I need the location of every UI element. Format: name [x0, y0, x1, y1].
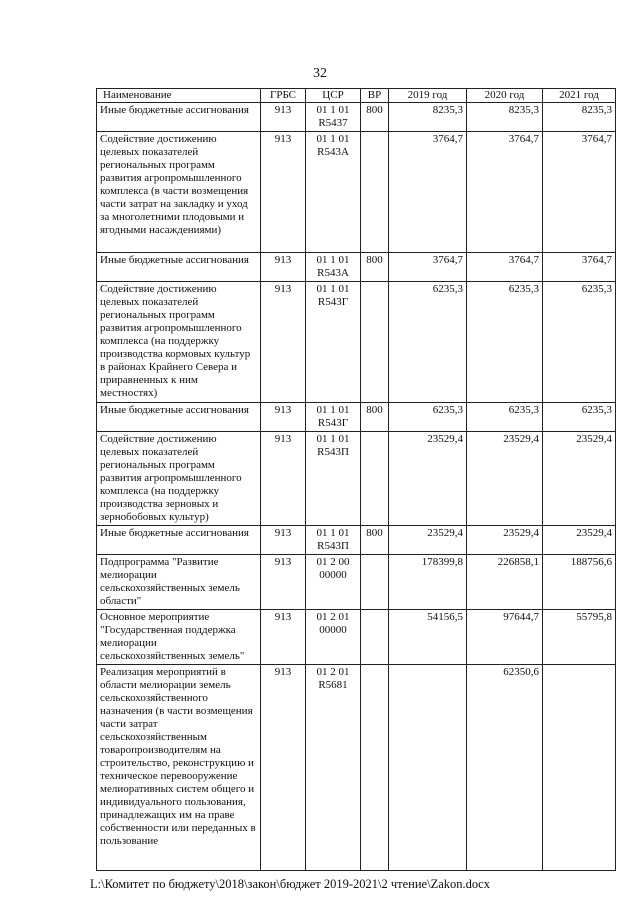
- cell-2020: 6235,3: [467, 403, 543, 432]
- cell-2021: 3764,7: [543, 253, 616, 282]
- cell-2020: 8235,3: [467, 103, 543, 132]
- cell-2020: 62350,6: [467, 665, 543, 871]
- cell-grbs: 913: [261, 526, 306, 555]
- cell-2021: [543, 665, 616, 871]
- cell-csr: 01 1 01 R543Г: [306, 403, 361, 432]
- budget-table: [96, 88, 616, 871]
- cell-grbs: 913: [261, 403, 306, 432]
- cell-csr: 01 2 01 R5681: [306, 665, 361, 871]
- cell-vr: 800: [361, 103, 389, 132]
- cell-vr: 800: [361, 253, 389, 282]
- cell-csr: 01 1 01 R543П: [306, 526, 361, 555]
- cell-2020: 3764,7: [467, 132, 543, 253]
- cell-vr: [361, 132, 389, 253]
- cell-2021: 6235,3: [543, 282, 616, 403]
- cell-2021: 3764,7: [543, 132, 616, 253]
- cell-2020: 23529,4: [467, 432, 543, 526]
- cell-csr: 01 1 01 R5437: [306, 103, 361, 132]
- file-path-footer: L:\Комитет по бюджету\2018\закон\бюджет 2019-2021\2 чтение\Zakon.docx: [90, 877, 490, 891]
- cell-csr: 01 1 01 R543Г: [306, 282, 361, 403]
- header-2021: 2021 год: [543, 89, 616, 103]
- cell-2020: 97644,7: [467, 610, 543, 665]
- cell-grbs: 913: [261, 555, 306, 610]
- table-header-row: [97, 89, 616, 103]
- cell-2019: 3764,7: [389, 253, 467, 282]
- cell-2021: 23529,4: [543, 432, 616, 526]
- cell-name: Содействие достижению целевых показателей региональных программ развития агропромышленного комплекса (в части возмещения части затрат на закладку и уход за многолетними плодовыми и ягодными насаждениями): [97, 132, 261, 253]
- cell-name: Подпрограмма "Развитие мелиорации сельскохозяйственных земель области": [97, 555, 261, 610]
- cell-csr: 01 2 01 00000: [306, 610, 361, 665]
- cell-2019: 6235,3: [389, 403, 467, 432]
- cell-grbs: 913: [261, 253, 306, 282]
- cell-2021: 6235,3: [543, 403, 616, 432]
- table-row: [97, 610, 616, 665]
- cell-2019: 178399,8: [389, 555, 467, 610]
- cell-vr: [361, 432, 389, 526]
- cell-2019: 6235,3: [389, 282, 467, 403]
- cell-2021: 23529,4: [543, 526, 616, 555]
- cell-csr: 01 2 00 00000: [306, 555, 361, 610]
- cell-name: Иные бюджетные ассигнования: [97, 526, 261, 555]
- cell-2019: 8235,3: [389, 103, 467, 132]
- header-2020: 2020 год: [467, 89, 543, 103]
- table-row: [97, 526, 616, 555]
- header-csr: ЦСР: [306, 89, 361, 103]
- cell-2019: 23529,4: [389, 432, 467, 526]
- table-row: [97, 253, 616, 282]
- cell-name: Реализация мероприятий в области мелиорации земель сельскохозяйственного назначения (в части возмещения части затрат сельскохозяйственным товаропроизводителям на строительство, реконструкцию и техническое перевооружение мелиоративных систем общего и индивидуального пользования, принадлежащих им на праве собственности или переданных в пользование: [97, 665, 261, 871]
- page-number: 32: [313, 66, 327, 81]
- table-row: [97, 282, 616, 403]
- table-row: [97, 665, 616, 871]
- cell-vr: 800: [361, 403, 389, 432]
- cell-2019: [389, 665, 467, 871]
- cell-2019: 23529,4: [389, 526, 467, 555]
- cell-2019: 54156,5: [389, 610, 467, 665]
- cell-csr: 01 1 01 R543А: [306, 253, 361, 282]
- cell-name: Содействие достижению целевых показателей региональных программ развития агропромышленного комплекса (на поддержку производства зерновых и зернобобовых культур): [97, 432, 261, 526]
- cell-grbs: 913: [261, 610, 306, 665]
- cell-2021: 55795,8: [543, 610, 616, 665]
- cell-2020: 6235,3: [467, 282, 543, 403]
- header-2019: 2019 год: [389, 89, 467, 103]
- cell-2020: 3764,7: [467, 253, 543, 282]
- header-vr: ВР: [361, 89, 389, 103]
- table-row: [97, 132, 616, 253]
- cell-name: Иные бюджетные ассигнования: [97, 103, 261, 132]
- cell-name: Основное мероприятие "Государственная поддержка мелиорации сельскохозяйственных земель": [97, 610, 261, 665]
- cell-grbs: 913: [261, 103, 306, 132]
- cell-2020: 226858,1: [467, 555, 543, 610]
- cell-vr: [361, 665, 389, 871]
- cell-grbs: 913: [261, 665, 306, 871]
- cell-vr: [361, 282, 389, 403]
- cell-2021: 8235,3: [543, 103, 616, 132]
- cell-name: Содействие достижению целевых показателей региональных программ развития агропромышленного комплекса (на поддержку производства кормовых культур в районах Крайнего Севера и приравненных к ним местностях): [97, 282, 261, 403]
- cell-2020: 23529,4: [467, 526, 543, 555]
- table-row: [97, 403, 616, 432]
- cell-grbs: 913: [261, 132, 306, 253]
- cell-name: Иные бюджетные ассигнования: [97, 253, 261, 282]
- cell-vr: 800: [361, 526, 389, 555]
- cell-vr: [361, 555, 389, 610]
- cell-csr: 01 1 01 R543П: [306, 432, 361, 526]
- table-row: [97, 103, 616, 132]
- cell-name: Иные бюджетные ассигнования: [97, 403, 261, 432]
- header-grbs: ГРБС: [261, 89, 306, 103]
- cell-2019: 3764,7: [389, 132, 467, 253]
- table-row: [97, 555, 616, 610]
- table-row: [97, 432, 616, 526]
- cell-grbs: 913: [261, 432, 306, 526]
- header-name: Наименование: [97, 89, 261, 103]
- cell-2021: 188756,6: [543, 555, 616, 610]
- cell-vr: [361, 610, 389, 665]
- cell-csr: 01 1 01 R543А: [306, 132, 361, 253]
- cell-grbs: 913: [261, 282, 306, 403]
